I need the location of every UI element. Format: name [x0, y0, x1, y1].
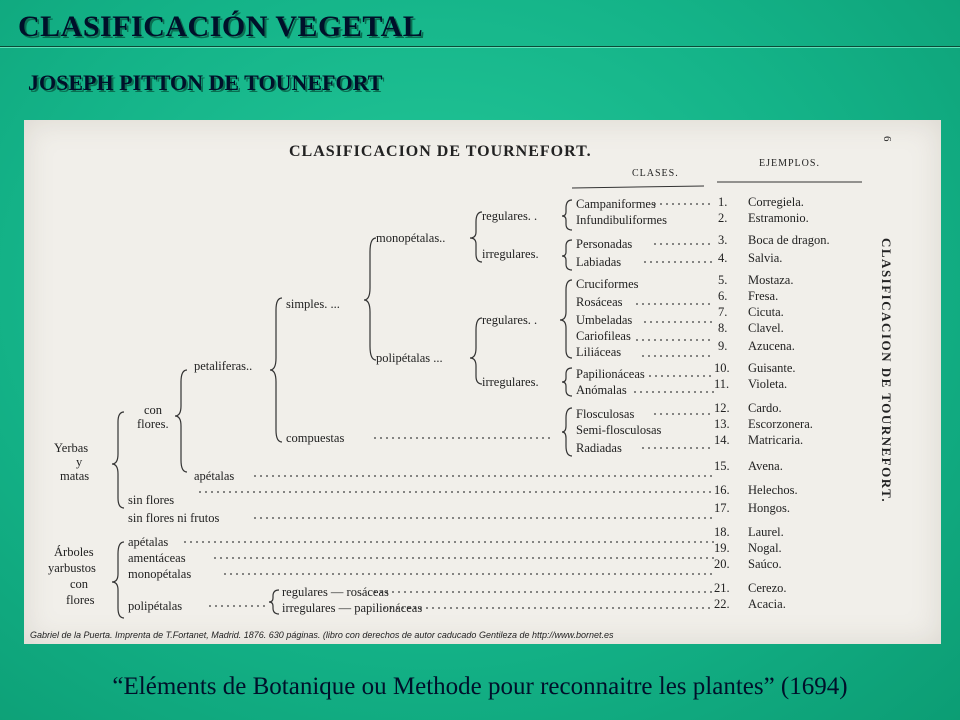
label-yerbas: Yerbas — [54, 441, 89, 455]
example-name: Mostaza. — [748, 273, 794, 287]
example-name: Salvia. — [748, 251, 783, 265]
class-item: Cruciformes — [576, 277, 639, 291]
label-compuestas: compuestas — [286, 431, 345, 445]
class-item: Rosáceas — [576, 295, 623, 309]
brace-reg1 — [562, 200, 572, 230]
example-name: Estramonio. — [748, 211, 809, 225]
label-con: con — [144, 403, 163, 417]
label-regulares-2: regulares. . — [482, 313, 538, 327]
book-caption: “Eléments de Botanique ou Methode pour reconnaitre les plantes” (1694) — [112, 673, 848, 700]
example-number: 1. — [718, 195, 728, 209]
brace-polipetalas — [470, 318, 482, 384]
column-header-clases: CLASES. — [632, 168, 679, 179]
column-header-ejemplos: EJEMPLOS. — [759, 158, 820, 169]
example-number: 9. — [718, 339, 728, 353]
label-flores: flores. — [137, 417, 169, 431]
label-amentaceas: amentáceas — [128, 551, 186, 565]
label-polipetalas: polipétalas ... — [376, 351, 443, 365]
side-title: CLASIFICACION DE TOURNEFORT. — [879, 238, 894, 504]
label-sin-flores-ni-frutos: sin flores ni frutos — [128, 511, 220, 525]
example-name: Acacia. — [748, 597, 786, 611]
brace-arboles — [112, 542, 124, 618]
class-item: Umbeladas — [576, 313, 633, 327]
class-item: Campaniformes — [576, 197, 656, 211]
example-name: Cerezo. — [748, 581, 787, 595]
dotted-leaders — [184, 204, 714, 608]
label-apetalas-2: apétalas — [128, 535, 169, 549]
label-sin-flores: sin flores — [128, 493, 175, 507]
class-item: Liliáceas — [576, 345, 622, 359]
brace-polipetalas2 — [269, 590, 279, 614]
example-number: 12. — [714, 401, 730, 415]
example-number: 20. — [714, 557, 730, 571]
title-divider — [0, 46, 960, 47]
example-name: Violeta. — [748, 377, 788, 391]
scan-heading: CLASIFICACION DE TOURNEFORT. — [289, 143, 592, 160]
clases-rule — [572, 186, 704, 188]
example-number: 17. — [714, 501, 730, 515]
label-polipetalas-2: polipétalas — [128, 599, 183, 613]
example-number: 18. — [714, 525, 730, 539]
example-name: Corregiela. — [748, 195, 804, 209]
label-flores-2: flores — [66, 593, 95, 607]
class-item: Anómalas — [576, 383, 627, 397]
brace-petaliferas — [270, 298, 282, 442]
label-irregulares-papilionaceas: irregulares — papilionáceas — [282, 601, 423, 615]
label-apetalas: apétalas — [194, 469, 235, 483]
label-regulares-rosaceas: regulares — rosáceas — [282, 585, 389, 599]
example-name: Boca de dragon. — [748, 233, 830, 247]
example-name: Clavel. — [748, 321, 784, 335]
classification-diagram — [24, 120, 941, 644]
class-item: Papilionáceas — [576, 367, 645, 381]
label-irregulares-2: irregulares. — [482, 375, 539, 389]
classes-column — [576, 197, 667, 455]
example-name: Hongos. — [748, 501, 791, 515]
brace-compuestas — [562, 408, 572, 456]
examples-column — [714, 195, 830, 611]
class-item: Radiadas — [576, 441, 622, 455]
label-y: y — [76, 455, 83, 469]
brace-simples — [364, 238, 376, 360]
example-number: 14. — [714, 433, 730, 447]
example-name: Nogal. — [748, 541, 782, 555]
class-item: Flosculosas — [576, 407, 635, 421]
label-simples: simples. ... — [286, 297, 340, 311]
example-number: 13. — [714, 417, 730, 431]
example-number: 4. — [718, 251, 728, 265]
slide-subtitle: JOSEPH PITTON DE TOUNEFORT — [28, 70, 383, 95]
example-name: Helechos. — [748, 483, 798, 497]
label-con-2: con — [70, 577, 89, 591]
label-petaliferas: petaliferas.. — [194, 359, 253, 373]
example-name: Laurel. — [748, 525, 784, 539]
example-name: Matricaria. — [748, 433, 804, 447]
example-number: 6. — [718, 289, 728, 303]
example-number: 8. — [718, 321, 728, 335]
label-regulares-1: regulares. . — [482, 209, 538, 223]
example-name: Avena. — [748, 459, 783, 473]
example-name: Cicuta. — [748, 305, 784, 319]
example-number: 10. — [714, 361, 730, 375]
example-name: Azucena. — [748, 339, 795, 353]
example-name: Guisante. — [748, 361, 796, 375]
label-monopetalas-2: monopétalas — [128, 567, 192, 581]
brace-monopetalas — [470, 212, 482, 262]
example-number: 5. — [718, 273, 728, 287]
example-name: Cardo. — [748, 401, 782, 415]
brace-irr2 — [562, 368, 572, 396]
example-number: 19. — [714, 541, 730, 555]
brace-reg2 — [560, 280, 572, 358]
example-number: 11. — [714, 377, 730, 391]
label-monopetalas: monopétalas.. — [376, 231, 446, 245]
brace-yerbas — [112, 412, 124, 508]
class-item: Cariofileas — [576, 329, 631, 343]
example-number: 2. — [718, 211, 728, 225]
example-number: 7. — [718, 305, 728, 319]
example-number: 16. — [714, 483, 730, 497]
example-name: Saúco. — [748, 557, 782, 571]
example-number: 22. — [714, 597, 730, 611]
label-arboles: Árboles — [54, 545, 94, 559]
class-item: Personadas — [576, 237, 633, 251]
label-matas: matas — [60, 469, 90, 483]
scan-page-number: 6 — [881, 136, 893, 142]
image-credit: Gabriel de la Puerta. Imprenta de T.Fortanet, Madrid. 1876. 630 páginas. (libro con derechos de autor caducado Gentileza de http://www.bornet.es — [30, 630, 614, 640]
label-irregulares-1: irregulares. — [482, 247, 539, 261]
example-number: 3. — [718, 233, 728, 247]
example-number: 21. — [714, 581, 730, 595]
class-item: Infundibuliformes — [576, 213, 667, 227]
label-yarbustos: yarbustos — [48, 561, 96, 575]
class-item: Labiadas — [576, 255, 622, 269]
class-item: Semi-flosculosas — [576, 423, 662, 437]
example-name: Escorzonera. — [748, 417, 813, 431]
slide-title: CLASIFICACIÓN VEGETAL — [18, 10, 424, 43]
example-number: 15. — [714, 459, 730, 473]
example-name: Fresa. — [748, 289, 779, 303]
scanned-classification-table — [24, 120, 941, 644]
brace-irr1 — [562, 240, 572, 270]
brace-con-flores — [175, 370, 187, 472]
